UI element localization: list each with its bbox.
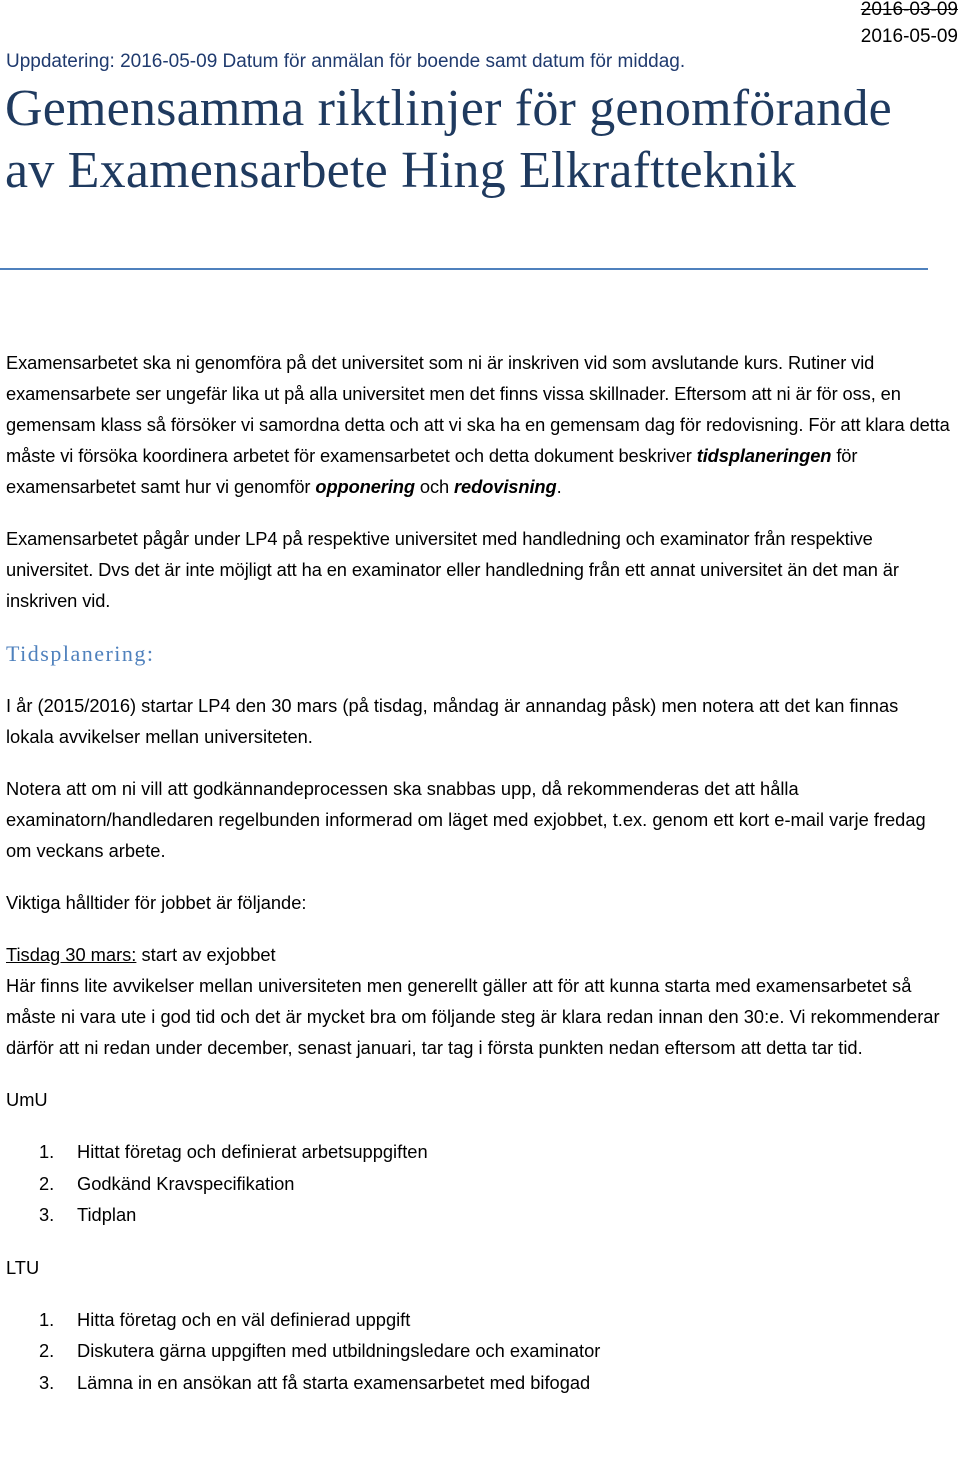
milestone-body: Här finns lite avvikelser mellan universiteten men generellt gäller att för att kunna starta med examensarbetet så måste ni vara ute i god tid och det är mycket bra om följande steg är klara redan innan den 30:e. Vi rekommenderar därför att ni redan under december, senast januari, tar tag i första punkten nedan eftersom att detta tar tid.: [6, 975, 940, 1058]
list-item-text: Hittat företag och definierat arbetsuppgiften: [77, 1141, 428, 1162]
umu-label: UmU: [6, 1089, 48, 1110]
emphasis-redovisning: redovisning: [454, 476, 557, 497]
list-item-number: 2.: [39, 1172, 55, 1194]
list-item: [6, 1199, 951, 1231]
emphasis-opponering: opponering: [315, 476, 415, 497]
list-item-number: 1.: [39, 1141, 55, 1162]
list-item: [6, 1335, 951, 1367]
list-item-number: 1.: [39, 1308, 55, 1330]
intro-text-3: för examensarbetet samt hur vi genomför: [6, 445, 858, 497]
current-date: 2016-05-09: [860, 26, 958, 47]
list-item-text: Lämna in en ansökan att få starta examensarbetet med bifogad: [77, 1371, 591, 1393]
intro-paragraph: [6, 347, 951, 502]
emphasis-tidsplaneringen: tidsplaneringen: [696, 445, 832, 466]
umu-steps-list: [6, 1136, 951, 1231]
intro-text-4: och: [414, 476, 455, 497]
paragraph-approval-process: Notera att om ni vill att godkännandeprocessen ska snabbas upp, då rekommenderas det att hålla examinatorn/handledaren regelbunden informerad om läget med exjobbet, t.ex. genom ett kort e-mail varje fredag om veckans arbete.: [6, 778, 926, 861]
milestone-date: Tisdag 30 mars:: [6, 944, 137, 965]
milestone-start: [6, 939, 951, 1063]
intro-text-5: .: [556, 476, 562, 497]
list-item-number: 2.: [39, 1340, 55, 1361]
list-item: [6, 1304, 951, 1336]
list-item-text: Hitta företag och en väl definierad uppgift: [77, 1308, 411, 1330]
list-item-text: Diskutera gärna uppgiften med utbildningsledare och examinator: [77, 1340, 601, 1361]
list-item-number: 3.: [39, 1204, 55, 1225]
list-item: [6, 1168, 951, 1200]
list-item: [6, 1136, 951, 1168]
previous-date: 2016-03-09: [860, 0, 958, 20]
update-note: Uppdatering: 2016-05-09 Datum för anmälan för boende samt datum för middag.: [6, 51, 686, 72]
intro-text-2: För att klara detta måste vi försöka koordinera arbetet för examensarbetet och detta dokument beskriver: [6, 414, 950, 466]
milestone-title: start av exjobbet: [136, 944, 276, 965]
ltu-label: LTU: [6, 1256, 40, 1278]
intro-text: Examensarbetet ska ni genomföra på det universitet som ni är inskriven vid som avslutande kurs. Rutiner vid examensarbete ser ungefär lika ut på alla universitet men det finns vissa skillnader. Eftersom att ni är för oss, en gemensam klass så försöker vi samordna detta och att vi ska ha en gemensam dag för redovisning.: [6, 352, 901, 435]
document-body: [6, 347, 951, 1398]
section-heading-tidsplanering: Tidsplanering:: [6, 641, 155, 666]
title-divider: [0, 268, 928, 270]
document-title: Gemensamma riktlinjer för genomförande av Examensarbete Hing Elkraftteknik: [5, 80, 892, 199]
list-item-number: 3.: [39, 1371, 55, 1393]
list-item: [6, 1367, 951, 1399]
document-dates: [861, 0, 958, 50]
list-item-text: Tidplan: [77, 1204, 137, 1225]
list-item-text: Godkänd Kravspecifikation: [77, 1172, 295, 1194]
ltu-steps-list: [6, 1304, 951, 1399]
paragraph-milestones-intro: Viktiga hålltider för jobbet är följande:: [6, 892, 307, 913]
paragraph-examination: Examensarbetet pågår under LP4 på respektive universitet med handledning och examinator från respektive universitet. Dvs det är inte möjligt att ha en examinator eller handledning från ett annat universitet än det man är inskriven vid.: [6, 528, 899, 611]
paragraph-lp4-start: I år (2015/2016) startar LP4 den 30 mars (på tisdag, måndag är annandag påsk) men notera att det kan finnas lokala avvikelser mellan universiteten.: [6, 695, 899, 747]
